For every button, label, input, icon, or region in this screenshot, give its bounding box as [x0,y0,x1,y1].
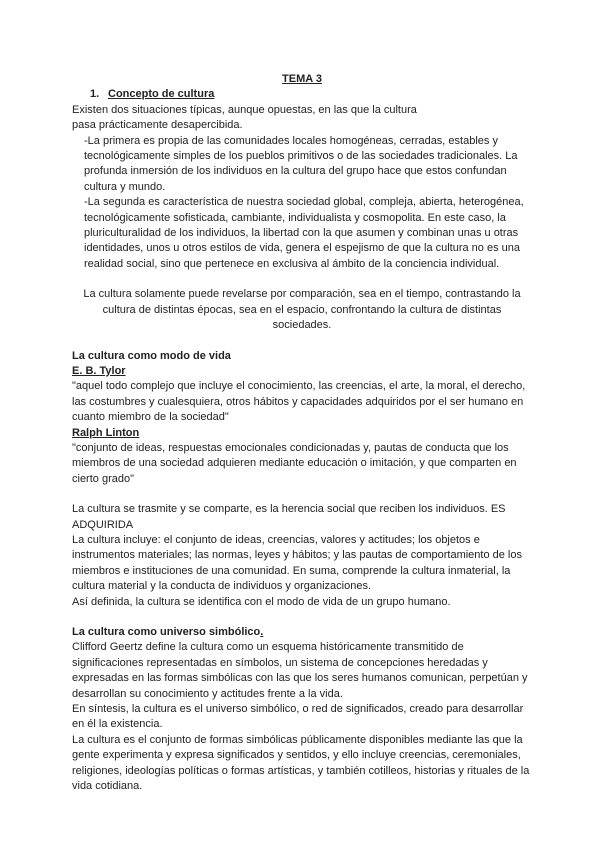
spacer [72,272,532,287]
spacer [72,334,532,349]
second-case-paragraph: -La segunda es característica de nuestra sociedad global, compleja, abierta, heterogénea, tecnológicamente sofisticada, cambiante, individualista y cosmopolita. En este caso, la pluriculturalidad de los individuos, la libertad con la que asumen y combinan unas u otras identidades, unos u otros estilos de vida, genera el espejismo de que la cultura no es una realidad social, sino que pertenece en exclusiva al ámbito de la conciencia individual. [84,196,524,270]
intro-line-2: pasa prácticamente desapercibida. [72,119,243,132]
section-2-paragraph-3: Así definida, la cultura se identifica con el modo de vida de un grupo humano. [72,595,451,608]
section-2-paragraph-2: La cultura incluye: el conjunto de ideas, creencias, valores y actitudes; los objetos e instrumentos materiales; las normas, leyes y hábitos; y las pautas de comportamiento de los miembros e instituciones de una comunidad. En suma, comprende la cultura inmaterial, la cultura material y la conducta de individuos y organizaciones. [72,533,522,593]
section-3-title-end: . [260,626,264,638]
section-2-paragraph-1: La cultura se trasmite y se comparte, es la herencia social que reciben los individuos. ES ADQUIRIDA [72,503,506,531]
centered-statement: La cultura solamente puede revelarse por comparación, sea en el tiempo, contrastando la cultura de distintas épocas, sea en el espacio, confrontando la cultura de distintas sociedades. [83,288,521,332]
quote-tylor: "aquel todo complejo que incluye el conocimiento, las creencias, el arte, la moral, el derecho, las costumbres y cualesquiera, otros hábitos y capacidades adquiridos por el ser humano en cuanto miembro de la sociedad" [72,380,526,424]
section-1-number: 1. [90,88,100,101]
section-3-title: La cultura como universo simbólico [72,626,261,638]
intro-line-1: Existen dos situaciones típicas, aunque opuestas, en las que la cultura [72,103,417,116]
document-page [72,72,532,794]
author-linton: Ralph Linton [72,426,140,439]
section-1-heading [72,87,532,102]
section-3-heading [72,625,532,640]
spacer [72,610,532,625]
section-3-paragraph-2: En síntesis, la cultura es el universo simbólico, o red de significados, creado para desarrollar en él la existencia. [72,703,524,731]
section-2-heading: La cultura como modo de vida [72,349,231,362]
spacer [72,487,532,502]
document-title: TEMA 3 [282,73,322,85]
author-tylor: E. B. Tylor [72,364,126,377]
section-3-paragraph-3: La cultura es el conjunto de formas simbólicas públicamente disponibles mediante las que la gente experimenta y expresa significados y sentidos, y ello incluye creencias, ceremoniales, religiones, ideologías políticas o formas artísticas, y también cotilleos, historias y rituales de la vida cotidiana. [72,733,530,793]
quote-linton: "conjunto de ideas, respuestas emocionales condicionadas y, pautas de conducta que los miembros de una sociedad adquieren mediante educación o imitación, y que comparten en cierto grado" [72,441,517,485]
section-3-paragraph-1: Clifford Geertz define la cultura como un esquema históricamente transmitido de significaciones representadas en símbolos, un sistema de concepciones heredadas y expresadas en las formas simbólicas con las que los seres humanos comunican, perpetúan y desarrollan su conocimiento y actitudes frente a la vida. [72,641,528,700]
first-case-paragraph: -La primera es propia de las comunidades locales homogéneas, cerradas, estables y tecnológicamente simples de los pueblos primitivos o de las sociedades tradicionales. La profunda inmersión de los individuos en la cultura del grupo hace que estos confundan cultura y mundo. [84,134,518,193]
section-1-title: Concepto de cultura [108,88,215,101]
